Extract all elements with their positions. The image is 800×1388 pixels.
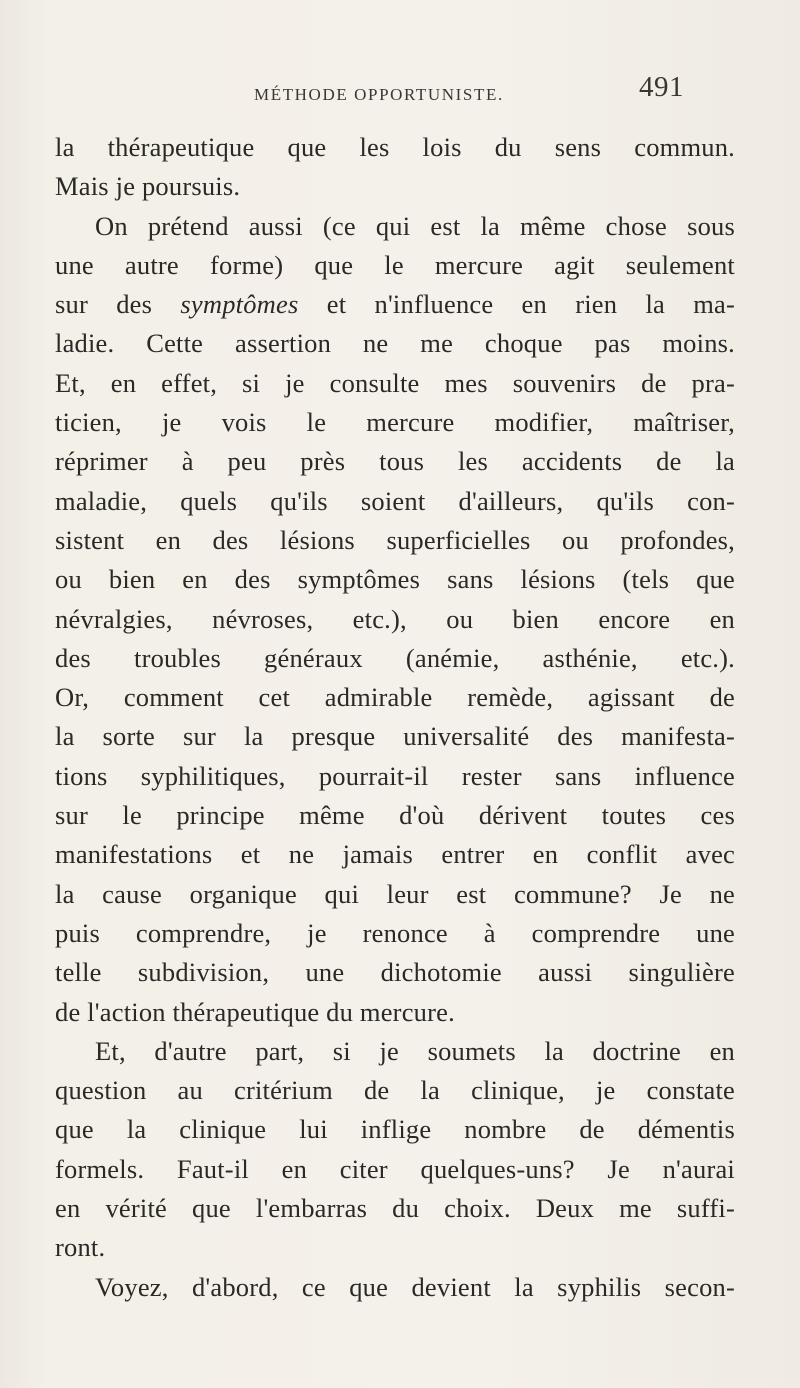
text-line: Mais je poursuis. [55, 171, 241, 202]
page-header [254, 71, 684, 117]
body-text [55, 128, 735, 1307]
text-line: la thérapeutique que les lois du sens commun. [55, 132, 735, 162]
text-line: tions syphilitiques, pourrait-il rester sans influence [55, 760, 735, 791]
text-line: des troubles généraux (anémie, asthénie, etc.). [55, 642, 735, 673]
text-line: sur le principe même d'où dérivent toutes ces [55, 800, 735, 831]
running-title: MÉTHODE OPPORTUNISTE. [254, 85, 504, 104]
text-line: Et, en effet, si je consulte mes souvenirs de pra- [55, 367, 735, 398]
text-line: telle subdivision, une dichotomie aussi singulière [55, 957, 735, 988]
text-line: la cause organique qui leur est commune? Je ne [55, 878, 735, 909]
text-line: Voyez, d'abord, ce que devient la syphilis secon- [95, 1271, 735, 1302]
text-line: formels. Faut-il en citer quelques-uns? Je n'aurai [55, 1153, 735, 1184]
italic-word: symptômes [180, 289, 299, 320]
text-line: en vérité que l'embarras du choix. Deux me suffi- [55, 1193, 735, 1224]
text-line: névralgies, névroses, etc.), ou bien encore en [55, 603, 735, 634]
text-line: puis comprendre, je renonce à comprendre une [55, 917, 735, 948]
text-line: ou bien en des symptômes sans lésions (tels que [55, 564, 735, 595]
text-line: ticien, je vois le mercure modifier, maîtriser, [55, 407, 735, 438]
text-line: réprimer à peu près tous les accidents de la [55, 446, 735, 477]
text-line: sistent en des lésions superficielles ou profondes, [55, 524, 735, 555]
page-number: 491 [639, 71, 684, 103]
text-line: ladie. Cette assertion ne me choque pas moins. [55, 328, 735, 359]
text-line: une autre forme) que le mercure agit seulement [55, 249, 735, 280]
text-line: que la clinique lui inflige nombre de démentis [55, 1114, 735, 1145]
text-line: la sorte sur la presque universalité des manifesta- [55, 721, 735, 752]
text-line: de l'action thérapeutique du mercure. [55, 996, 455, 1027]
text-line: maladie, quels qu'ils soient d'ailleurs, qu'ils con- [55, 485, 735, 516]
text-line: sur des symptômes et n'influence en rien la ma- [55, 289, 735, 320]
text-line: On prétend aussi (ce qui est la même chose sous [95, 210, 735, 241]
text-line: question au critérium de la clinique, je constate [55, 1075, 735, 1106]
text-line: Et, d'autre part, si je soumets la doctrine en [95, 1035, 735, 1066]
text-line: ront. [55, 1232, 106, 1263]
text-line: manifestations et ne jamais entrer en conflit avec [55, 839, 735, 870]
text-line: Or, comment cet admirable remède, agissant de [55, 682, 735, 713]
